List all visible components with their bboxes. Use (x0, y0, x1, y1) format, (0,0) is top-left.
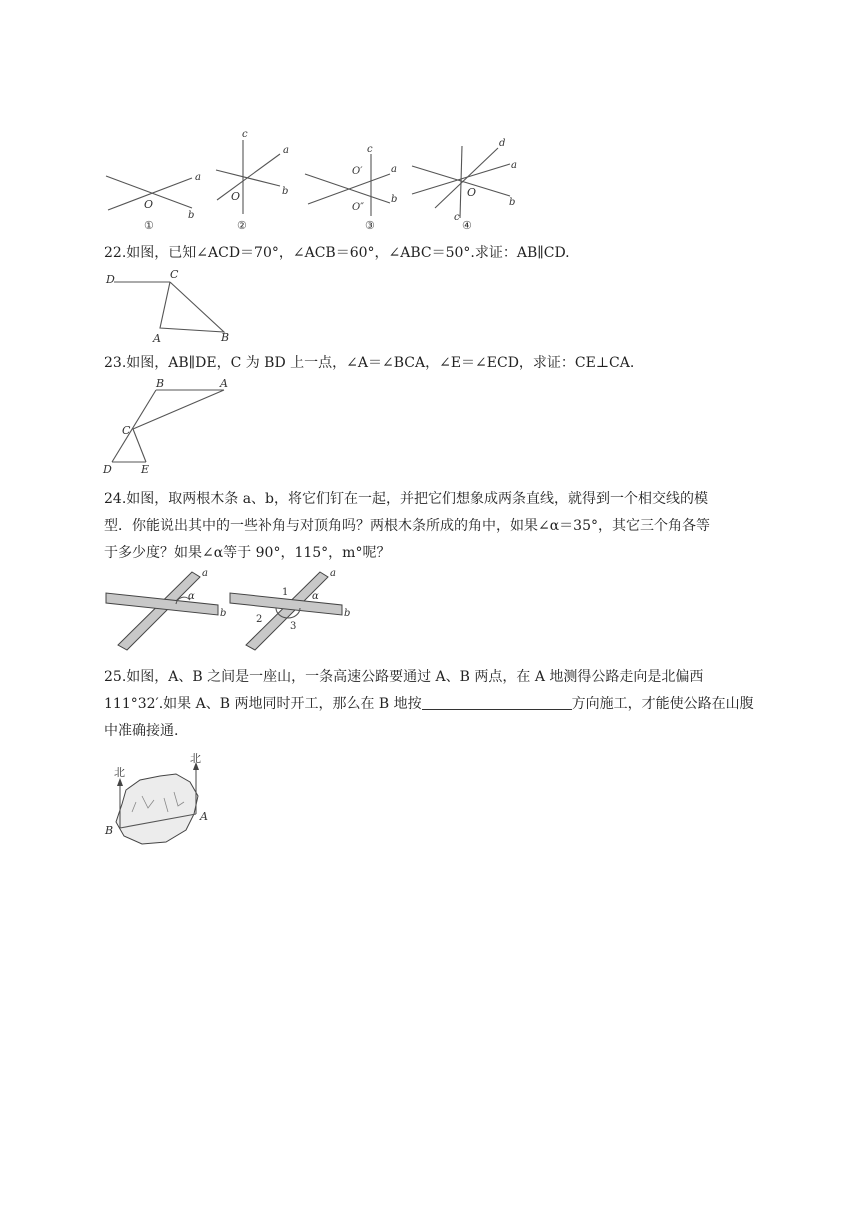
svg-text:O: O (231, 190, 241, 203)
fig25-mountain-tunnel (102, 752, 212, 852)
svg-text:B: B (221, 331, 230, 344)
fig21-panel-2 (216, 129, 289, 232)
svg-text:③: ③ (365, 219, 375, 232)
fig24-left-model (106, 568, 226, 650)
svg-text:北: 北 (190, 752, 201, 765)
svg-text:O′: O′ (352, 166, 363, 177)
svg-text:d: d (499, 138, 506, 149)
svg-text:b: b (188, 210, 195, 221)
svg-text:b: b (282, 186, 289, 197)
question-22-text: 22.如图，已知∠ACD＝70°，∠ACB＝60°，∠ABC＝50°.求证：AB∥CD. (104, 245, 570, 261)
svg-text:O″: O″ (352, 202, 364, 213)
question-24-line-2: 型．你能说出其中的一些补角与对顶角吗？两根木条所成的角中，如果∠α＝35°，其它三个角各等 (104, 518, 710, 534)
fig24-wooden-strips (104, 568, 364, 652)
question-25-line-3: 中准确接通. (104, 723, 179, 739)
svg-text:E: E (141, 463, 150, 476)
svg-text:a: a (391, 164, 397, 175)
svg-text:b: b (344, 608, 351, 619)
fig21-intersecting-lines (100, 128, 530, 234)
svg-text:2: 2 (256, 614, 263, 625)
svg-text:b: b (509, 197, 516, 208)
svg-text:a: a (202, 568, 208, 579)
question-25-text (104, 664, 756, 745)
fig22-diagram (104, 268, 244, 344)
svg-text:c: c (454, 212, 460, 223)
svg-text:A: A (220, 377, 228, 390)
answer-blank[interactable] (422, 695, 572, 710)
svg-text:3: 3 (290, 621, 297, 632)
svg-text:北: 北 (114, 766, 125, 779)
svg-text:D: D (103, 463, 112, 476)
question-25-line-1: 25.如图，A、B 之间是一座山，一条高速公路要通过 A、B 两点，在 A 地测得公路走向是北偏西 (104, 669, 704, 685)
svg-text:A: A (153, 332, 161, 345)
question-23-text: 23.如图，AB∥DE，C 为 BD 上一点，∠A＝∠BCA，∠E＝∠ECD，求证：CE⊥CA. (104, 355, 635, 371)
svg-text:c: c (367, 144, 373, 155)
svg-text:④: ④ (462, 219, 472, 232)
fig21-panel-4 (412, 138, 517, 232)
fig24-right-model (230, 568, 350, 650)
svg-text:A: A (200, 810, 208, 823)
question-24-line-1: 24.如图，取两根木条 a、b，将它们钉在一起，并把它们想象成两条直线，就得到一个相交线的模 (104, 491, 709, 507)
svg-text:1: 1 (282, 587, 289, 598)
svg-text:b: b (391, 194, 398, 205)
question-24-line-3: 于多少度？如果∠α等于 90°，115°，m°呢？ (104, 545, 391, 561)
svg-text:D: D (106, 273, 115, 286)
svg-text:c: c (242, 129, 248, 140)
svg-text:O: O (144, 198, 154, 211)
fig23-diagram (100, 378, 240, 476)
svg-text:②: ② (237, 219, 247, 232)
svg-text:a: a (195, 172, 201, 183)
question-25-line-2: 111°32′.如果 A、B 两地同时开工，那么在 B 地按 方向施工，才能使公路在山腹 (104, 696, 754, 712)
svg-text:B: B (105, 824, 114, 837)
svg-text:①: ① (144, 219, 154, 232)
question-24-text (104, 486, 756, 567)
fig21-panel-1 (106, 172, 201, 232)
svg-text:O: O (467, 186, 477, 199)
svg-text:a: a (511, 160, 517, 171)
svg-text:a: a (330, 568, 336, 579)
svg-text:α: α (312, 591, 319, 602)
svg-text:a: a (283, 145, 289, 156)
svg-text:C: C (170, 268, 179, 281)
svg-text:b: b (220, 608, 227, 619)
fig21-panel-3 (305, 144, 397, 232)
svg-text:α: α (188, 591, 195, 602)
svg-text:B: B (156, 377, 165, 390)
svg-text:C: C (122, 424, 131, 437)
